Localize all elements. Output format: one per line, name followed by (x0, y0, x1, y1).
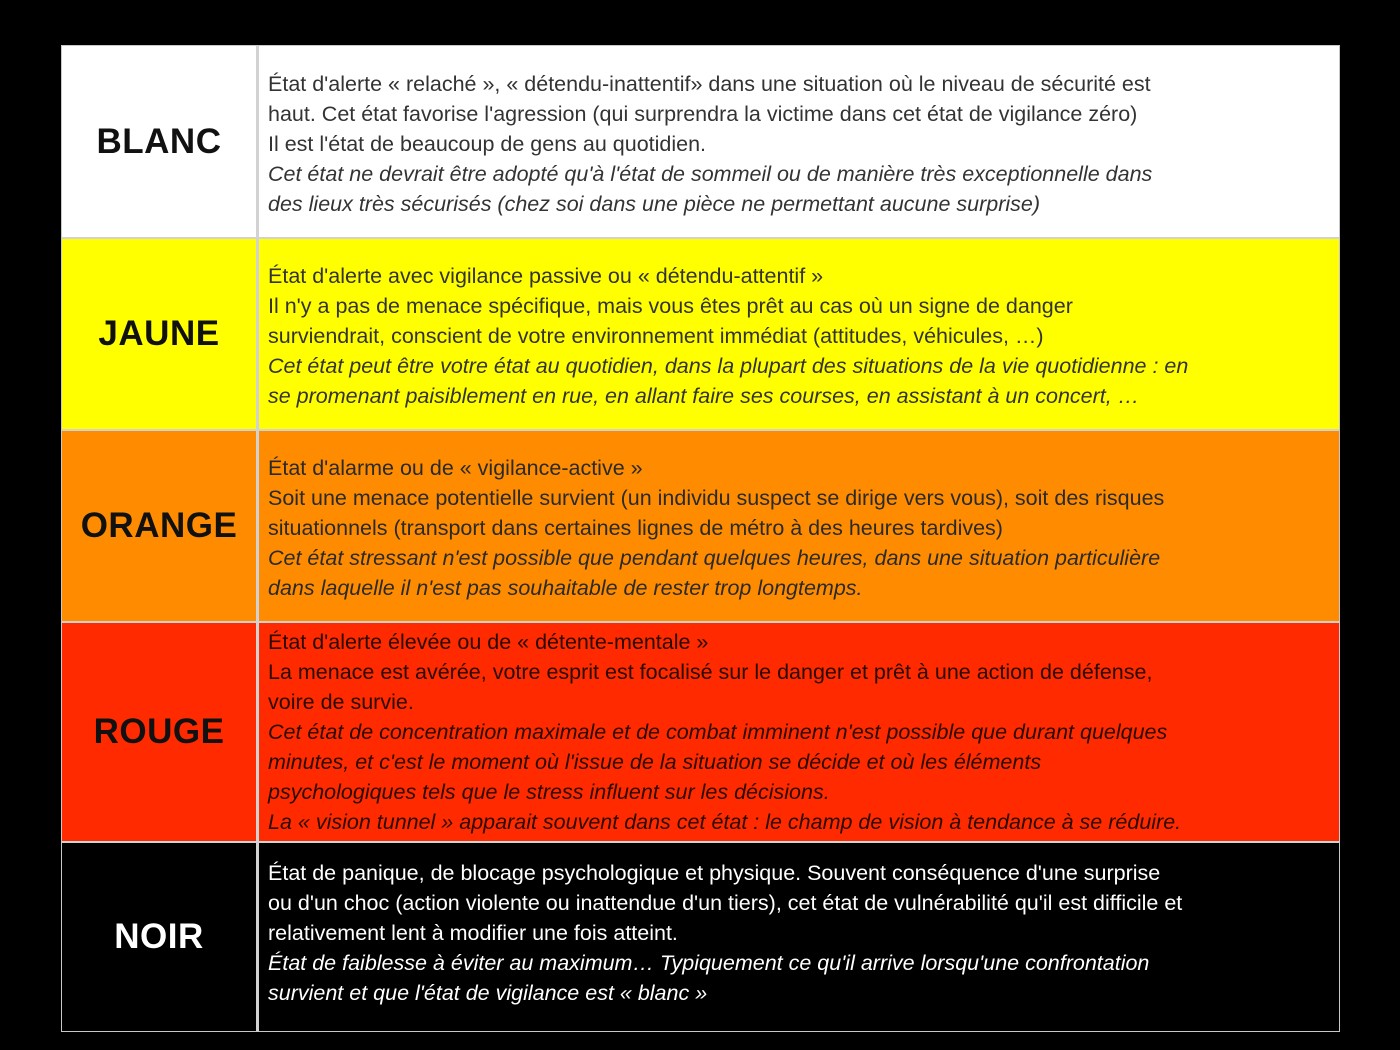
text-line: Soit une menace potentielle survient (un individu suspect se dirige vers vous), soit des risques (268, 486, 1165, 510)
text-line: relativement lent à modifier une fois atteint. (268, 921, 678, 945)
level-label-orange: ORANGE (80, 506, 238, 545)
italic-line: se promenant paisiblement en rue, en allant faire ses courses, en assistant à un concert, … (268, 384, 1140, 408)
text-line: État d'alarme ou de « vigilance-active » (268, 456, 643, 480)
description-noir (262, 843, 1339, 1031)
italic-line: survient et que l'état de vigilance est « blanc » (268, 981, 708, 1005)
description-rouge (262, 623, 1339, 841)
text-line: Il n'y a pas de menace spécifique, mais vous êtes prêt au cas où un signe de danger (268, 294, 1073, 318)
text-line: haut. Cet état favorise l'agression (qui surprendra la victime dans cet état de vigilance zéro) (268, 102, 1138, 126)
label-cell-orange (62, 431, 259, 621)
italic-line: Cet état peut être votre état au quotidien, dans la plupart des situations de la vie quotidienne : en (268, 354, 1189, 378)
italic-line: Cet état stressant n'est possible que pendant quelques heures, dans une situation particulière (268, 546, 1161, 570)
italic-line: psychologiques tels que le stress influent sur les décisions. (268, 780, 830, 804)
description-blanc (262, 46, 1339, 238)
label-cell-rouge (62, 623, 259, 841)
italic-line: minutes, et c'est le moment où l'issue de la situation se décide et où les éléments (268, 750, 1042, 774)
text-line: Il est l'état de beaucoup de gens au quotidien. (268, 132, 707, 156)
description-orange (262, 431, 1339, 621)
level-label-noir: NOIR (114, 917, 204, 956)
italic-line: Cet état ne devrait être adopté qu'à l'état de sommeil ou de manière très exceptionnelle dans (268, 162, 1153, 186)
text-line: État d'alerte avec vigilance passive ou « détendu-attentif » (268, 264, 824, 288)
text-line: État d'alerte « relaché », « détendu-inattentif» dans une situation où le niveau de sécurité est (268, 72, 1151, 96)
italic-line: dans laquelle il n'est pas souhaitable de rester trop longtemps. (268, 576, 863, 600)
level-label-blanc: BLANC (96, 122, 222, 161)
label-cell-noir (62, 843, 259, 1031)
row-jaune (62, 239, 1339, 429)
row-rouge (62, 623, 1339, 841)
alert-levels-table (61, 45, 1340, 1032)
text-line: La menace est avérée, votre esprit est focalisé sur le danger et prêt à une action de défense, (268, 660, 1153, 684)
text-line: État de panique, de blocage psychologique et physique. Souvent conséquence d'une surprise (268, 861, 1161, 885)
row-orange (62, 431, 1339, 621)
text-line: État d'alerte élevée ou de « détente-mentale » (268, 630, 709, 654)
description-jaune (262, 239, 1339, 429)
text-line: voire de survie. (268, 690, 414, 714)
label-cell-jaune (62, 239, 259, 429)
label-cell-blanc (62, 46, 259, 238)
text-line: surviendrait, conscient de votre environnement immédiat (attitudes, véhicules, …) (268, 324, 1044, 348)
italic-line: État de faiblesse à éviter au maximum… Typiquement ce qu'il arrive lorsqu'une confrontation (268, 951, 1150, 975)
italic-line: des lieux très sécurisés (chez soi dans une pièce ne permettant aucune surprise) (268, 192, 1041, 216)
row-noir (62, 843, 1339, 1031)
italic-line: La « vision tunnel » apparait souvent dans cet état : le champ de vision à tendance à se réduire. (268, 810, 1182, 834)
text-line: ou d'un choc (action violente ou inattendue d'un tiers), cet état de vulnérabilité qu'il est difficile et (268, 891, 1183, 915)
row-blanc (62, 46, 1339, 238)
text-line: situationnels (transport dans certaines lignes de métro à des heures tardives) (268, 516, 1003, 540)
italic-line: Cet état de concentration maximale et de combat imminent n'est possible que durant quelques (268, 720, 1168, 744)
level-label-jaune: JAUNE (98, 314, 220, 353)
level-label-rouge: ROUGE (93, 712, 225, 751)
